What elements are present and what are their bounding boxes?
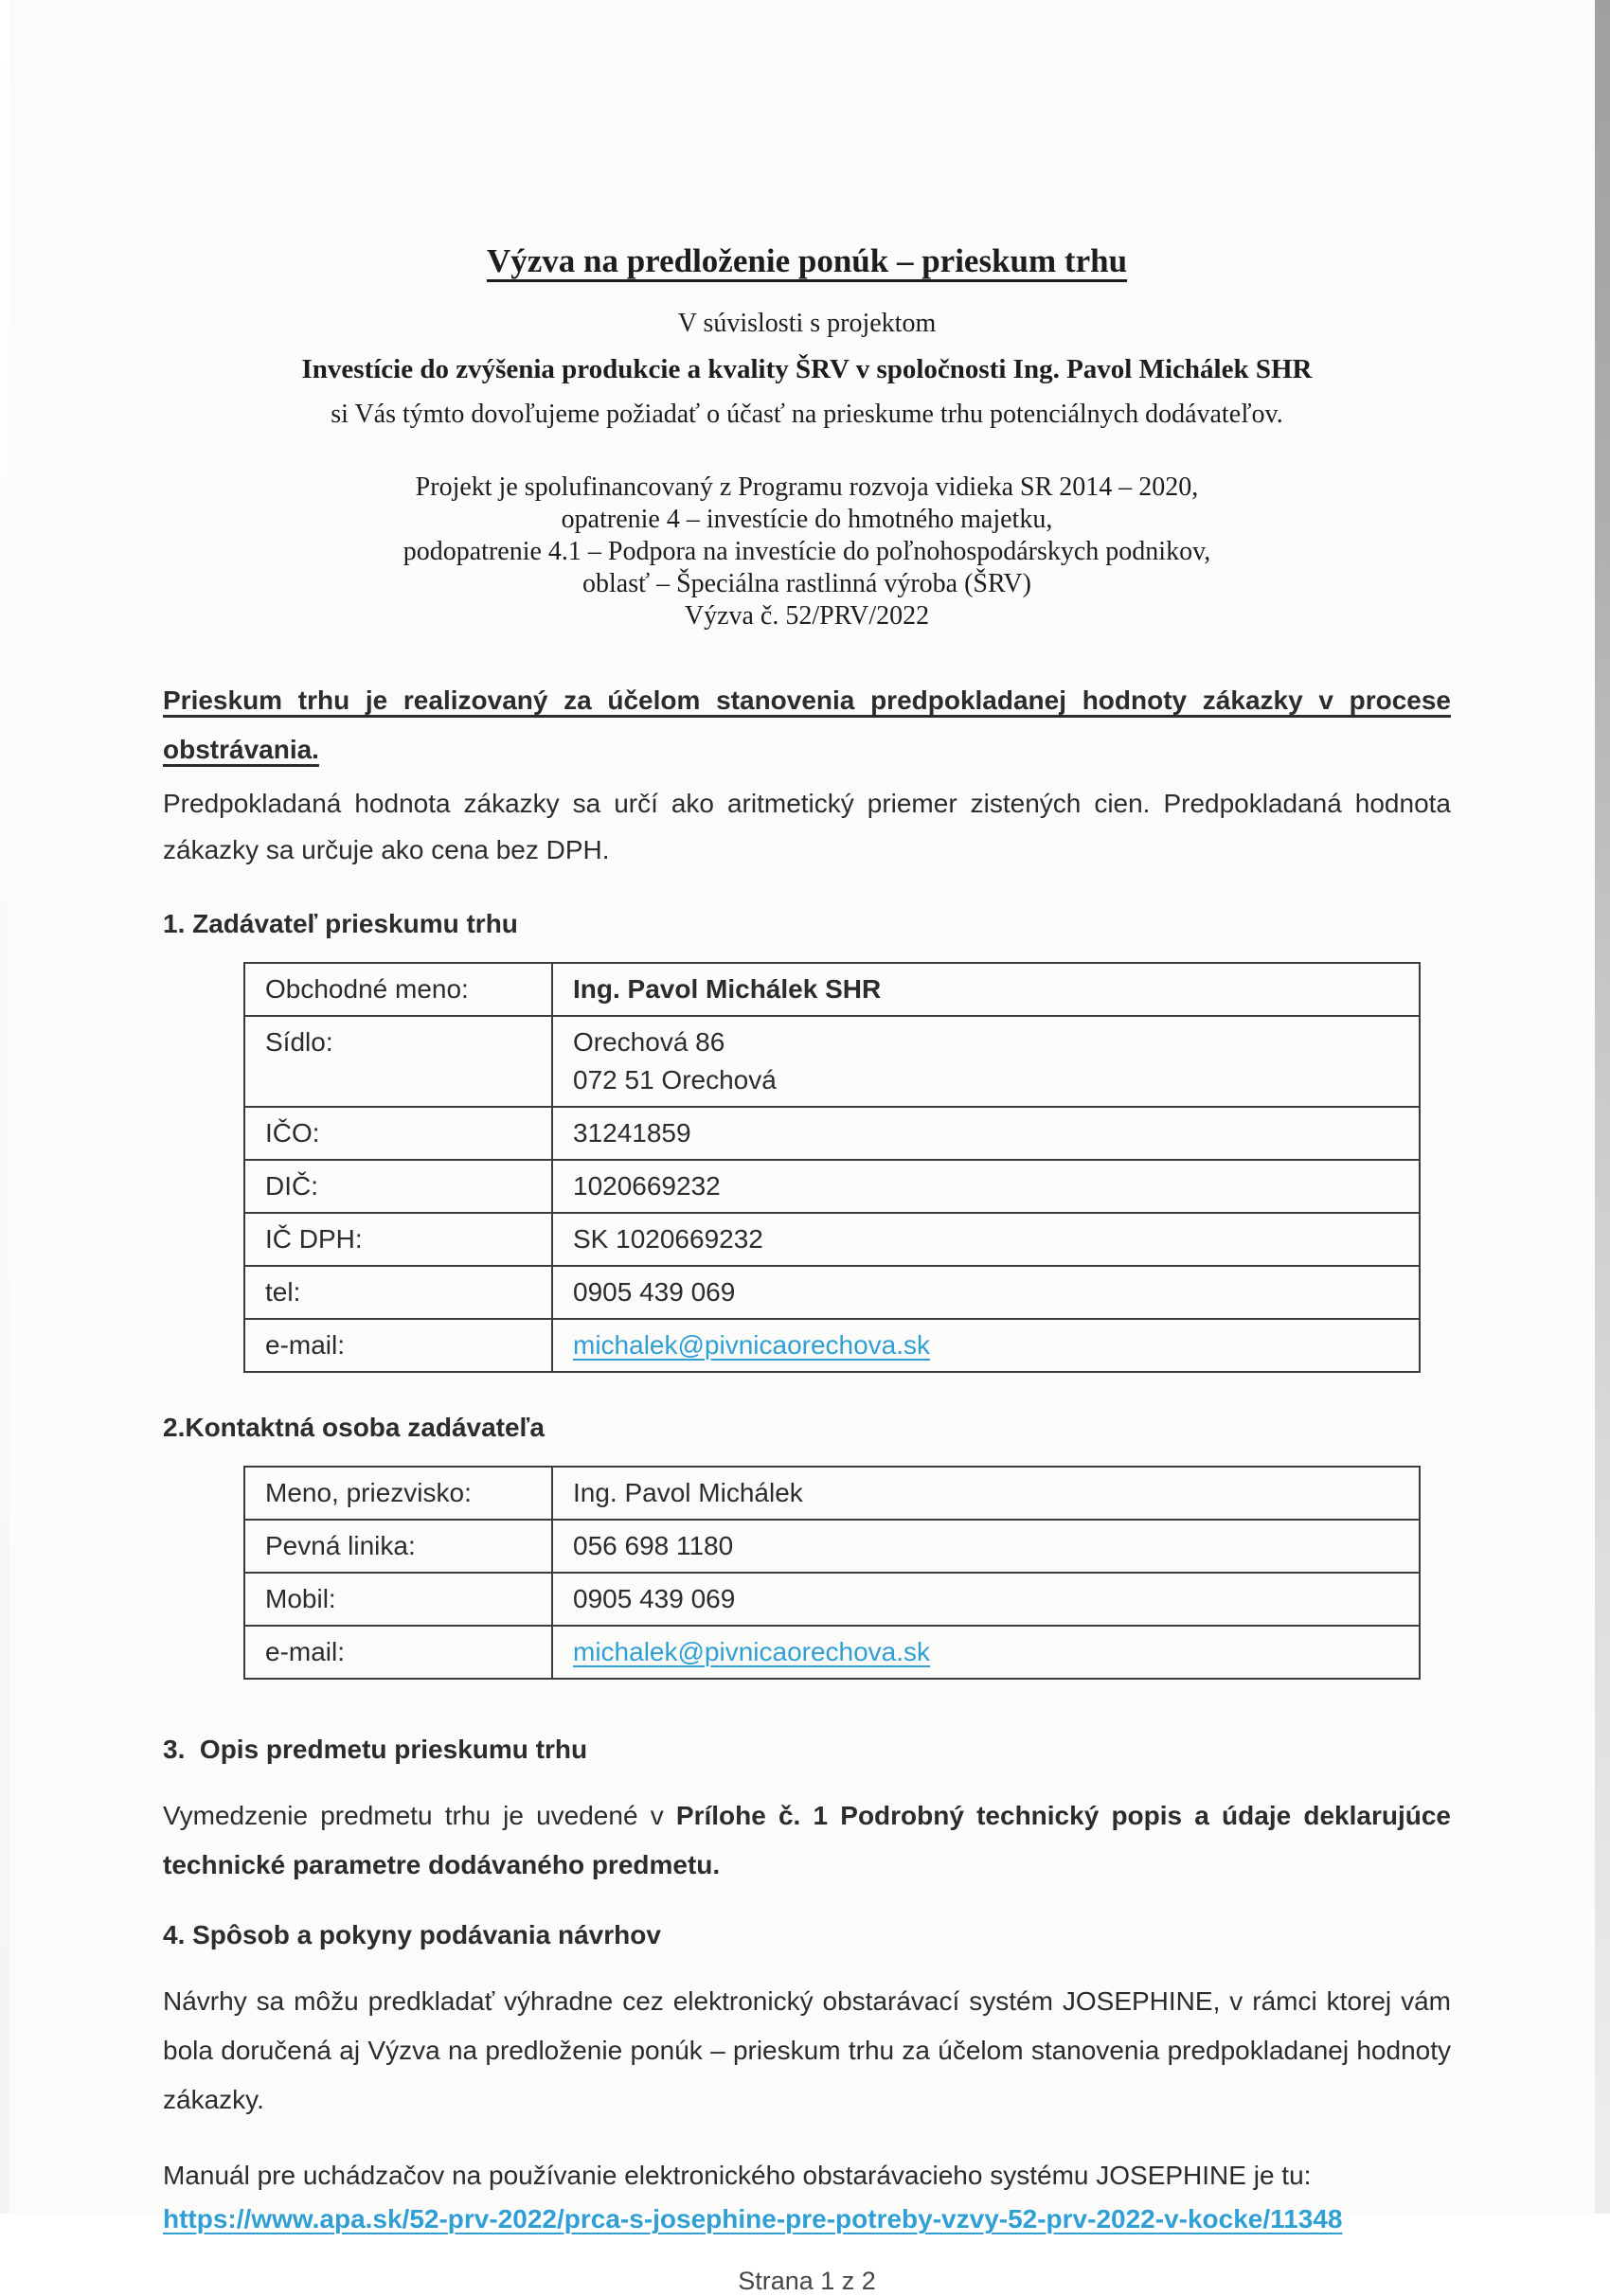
table-row [244,1626,1420,1679]
row-label: IČ DPH: [244,1213,552,1266]
contracting-authority-table [243,962,1421,1373]
row-label: tel: [244,1266,552,1319]
row-value: 0905 439 069 [552,1266,1420,1319]
row-value: 0905 439 069 [552,1573,1420,1626]
document-subtitle: V súvislosti s projektom [677,309,937,338]
row-value: 31241859 [552,1107,1420,1160]
project-name: Investície do zvýšenia produkcie a kvality ŠRV v spoločnosti Ing. Pavol Michálek SHR [301,354,1313,384]
table-row [244,1107,1420,1160]
email-link[interactable]: michalek@pivnicaorechova.sk [573,1330,931,1360]
purpose-body: Predpokladaná hodnota zákazky sa určí ako aritmetický priemer zistených cien. Predpokladaná hodnota zákazky sa určuje ako cena bez DPH. [163,789,1451,864]
manual-link-line [163,2204,1451,2234]
row-value: 1020669232 [552,1160,1420,1213]
financing-line: opatrenie 4 – investície do hmotného majetku, [561,505,1053,534]
josephine-manual-link[interactable]: https://www.apa.sk/52-prv-2022/prca-s-josephine-pre-potreby-vzvy-52-prv-2022-v-kocke/11348 [163,2204,1343,2234]
section-4-paragraph-1: Návrhy sa môžu predkladať výhradne cez elektronický obstarávací systém JOSEPHINE, v rámci ktorej vám bola doručená aj Výzva na predloženie ponúk – prieskum trhu za účelom stanovenia predpokladanej hodnoty zákazky. [163,1986,1451,2114]
section-1-heading: 1. Zadávateľ prieskumu trhu [163,909,518,938]
invitation-line: si Vás týmto dovoľujeme požiadať o účasť na prieskume trhu potenciálnych dodávateľov. [331,400,1283,429]
row-value: SK 1020669232 [552,1213,1420,1266]
section-2-heading: 2.Kontaktná osoba zadávateľa [163,1413,545,1442]
row-value [552,1319,1420,1372]
section-3-text-normal: Vymedzenie predmetu trhu je uvedené v [163,1801,676,1830]
table-row [244,1266,1420,1319]
row-label: Sídlo: [244,1016,552,1107]
row-value [552,1016,1420,1107]
table-row [244,1467,1420,1520]
contact-person-table [243,1466,1421,1680]
email-link[interactable]: michalek@pivnicaorechova.sk [573,1637,931,1666]
scan-edge-right [1595,0,1610,2214]
table-row [244,1160,1420,1213]
page-number: Strana 1 z 2 [738,2267,876,2295]
table-row [244,1016,1420,1107]
row-value [552,1626,1420,1679]
document-title: Výzva na predloženie ponúk – prieskum trhu [486,242,1128,279]
financing-line: oblasť – Špeciálna rastlinná výroba (ŠRV) [582,569,1031,598]
row-label: IČO: [244,1107,552,1160]
table-row [244,1213,1420,1266]
row-value: Ing. Pavol Michálek SHR [552,963,1420,1016]
financing-line: Projekt je spolufinancovaný z Programu rozvoja vidieka SR 2014 – 2020, [415,472,1199,502]
section-3-text-bold: Prílohe č. 1 Podrobný technický popis a údaje deklarujúce technické parametre dodávaného predmetu. [163,1801,1451,1879]
row-label: e-mail: [244,1319,552,1372]
table-row [244,1319,1420,1372]
scan-edge-left [0,0,9,2214]
section-3-heading: 3. Opis predmetu prieskumu trhu [163,1735,588,1764]
section-3-paragraph [163,1791,1451,1890]
row-label: DIČ: [244,1160,552,1213]
financing-block [163,472,1451,632]
section-4-heading: 4. Spôsob a pokyny podávania návrhov [163,1920,661,1949]
financing-line: podopatrenie 4.1 – Podpora na investície do poľnohospodárskych podnikov, [402,537,1211,566]
table-row [244,1520,1420,1573]
row-label: Obchodné meno: [244,963,552,1016]
table-row [244,963,1420,1016]
financing-line: Výzva č. 52/PRV/2022 [684,601,930,631]
row-label: Mobil: [244,1573,552,1626]
section-4-paragraph-2: Manuál pre uchádzačov na používanie elektronického obstarávacieho systému JOSEPHINE je tu: [163,2161,1312,2190]
row-label: Meno, priezvisko: [244,1467,552,1520]
table-row [244,1573,1420,1626]
address-line-1: Orechová 86 [573,1027,725,1057]
address-line-2: 072 51 Orechová [573,1065,777,1095]
row-label: Pevná linika: [244,1520,552,1573]
row-label: e-mail: [244,1626,552,1679]
row-value: Ing. Pavol Michálek [552,1467,1420,1520]
purpose-heading: Prieskum trhu je realizovaný za účelom stanovenia predpokladanej hodnoty zákazky v procese obstrávania. [163,685,1451,764]
row-value: 056 698 1180 [552,1520,1420,1573]
document-content [163,0,1451,2296]
